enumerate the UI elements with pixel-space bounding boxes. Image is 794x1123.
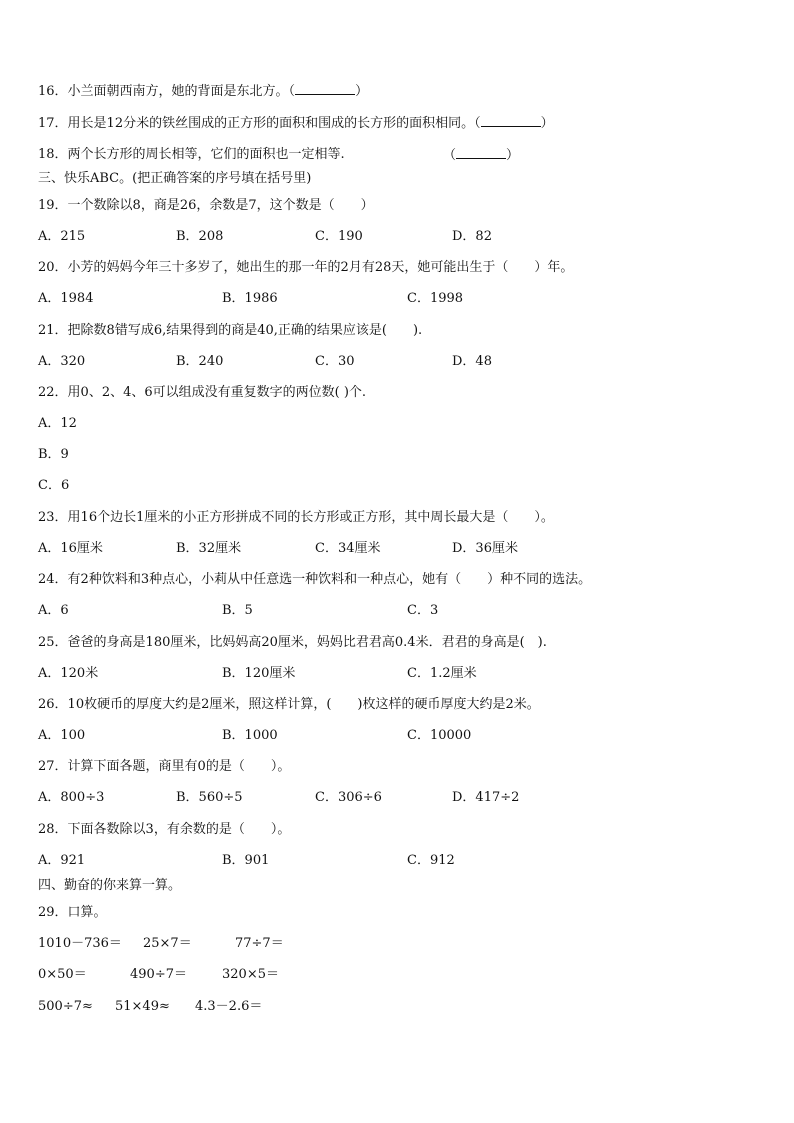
question-text: 小芳的妈妈今年三十多岁了，她出生的那一年的2月有28天，她可能出生于（ ）年。: [67, 260, 574, 275]
option-a[interactable]: A．800÷3: [38, 790, 105, 805]
question-text: 计算下面各题，商里有0的是（ ）。: [67, 759, 291, 774]
question-21: [38, 322, 422, 340]
option-d[interactable]: D．36厘米: [452, 541, 518, 556]
question-text: 口算。: [67, 905, 107, 920]
answer-blank[interactable]: [295, 82, 355, 95]
option-b[interactable]: B．9: [38, 447, 69, 462]
question-26: [38, 696, 540, 714]
option-c[interactable]: C．3: [407, 603, 439, 618]
oral-calc-item: 500÷7≈: [38, 999, 93, 1014]
oral-calc-item: 490÷7＝: [130, 967, 187, 982]
option-b[interactable]: B．240: [176, 354, 224, 369]
question-text: 用0、2、4、6可以组成没有重复数字的两位数( )个.: [67, 385, 367, 400]
question-text: 两个长方形的周长相等，它们的面积也一定相等.: [67, 147, 345, 162]
question-number: 22．: [38, 385, 68, 400]
oral-calc-item: 0×50＝: [38, 967, 87, 982]
question-17: 17．用长是12分米的铁丝围成的正方形的面积和围成的长方形的面积相同。（ ）: [38, 116, 554, 131]
question-number: 18．: [38, 147, 68, 162]
option-b[interactable]: B．5: [222, 603, 253, 618]
option-a[interactable]: A．12: [38, 416, 77, 431]
option-c[interactable]: C．912: [407, 853, 455, 868]
option-c[interactable]: C．1998: [407, 291, 464, 306]
option-c[interactable]: C．10000: [407, 728, 472, 743]
question-text: 下面各数除以3，有余数的是（ ）。: [67, 822, 291, 837]
question-number: 29．: [38, 905, 68, 920]
option-c[interactable]: C．1.2厘米: [407, 666, 477, 681]
option-c[interactable]: C．30: [315, 354, 355, 369]
answer-blank[interactable]: [481, 114, 541, 127]
question-number: 24．: [38, 572, 68, 587]
question-number: 21．: [38, 323, 68, 338]
option-b[interactable]: B．901: [222, 853, 270, 868]
oral-calc-item: 51×49≈: [115, 999, 170, 1014]
question-number: 26．: [38, 697, 68, 712]
option-c[interactable]: C．190: [315, 229, 363, 244]
question-number: 27．: [38, 759, 68, 774]
option-a[interactable]: A．320: [38, 354, 86, 369]
option-a[interactable]: A．215: [38, 229, 86, 244]
option-c[interactable]: C．306÷6: [315, 790, 382, 805]
question-number: 19．: [38, 198, 68, 213]
option-d[interactable]: D．48: [452, 354, 492, 369]
question-number: 25．: [38, 635, 68, 650]
option-a[interactable]: A．100: [38, 728, 86, 743]
question-28: [38, 821, 290, 839]
question-text: 小兰面朝西南方，她的背面是东北方。（: [67, 84, 296, 99]
section-heading-4: 四、勤奋的你来算一算。: [38, 878, 182, 893]
option-a[interactable]: A．921: [38, 853, 86, 868]
question-20: [38, 259, 573, 277]
option-b[interactable]: B．32厘米: [176, 541, 242, 556]
question-number: 20．: [38, 260, 68, 275]
question-22: [38, 384, 366, 402]
question-27: [38, 758, 290, 776]
option-b[interactable]: B．208: [176, 229, 224, 244]
oral-calc-item: 4.3－2.6＝: [195, 999, 263, 1014]
option-b[interactable]: B．120厘米: [222, 666, 296, 681]
oral-calc-item: 77÷7＝: [235, 936, 284, 951]
option-a[interactable]: A．1984: [38, 291, 94, 306]
option-a[interactable]: A．120米: [38, 666, 99, 681]
question-text: 把除数8错写成6,结果得到的商是40,正确的结果应该是( ).: [67, 323, 423, 338]
question-text: 爸爸的身高是180厘米，比妈妈高20厘米，妈妈比君君高0.4米．君君的身高是( ).: [67, 635, 547, 650]
question-23: [38, 509, 554, 527]
option-b[interactable]: B．1986: [222, 291, 278, 306]
question-text: 用长是12分米的铁丝围成的正方形的面积和围成的长方形的面积相同。（: [67, 116, 481, 131]
question-24: [38, 571, 591, 589]
question-text: 有2种饮料和3种点心，小莉从中任意选一种饮料和一种点心，她有（ ）种不同的选法。: [67, 572, 592, 587]
question-text: 10枚硬币的厚度大约是2厘米，照这样计算，( )枚这样的硬币厚度大约是2米。: [67, 697, 540, 712]
option-a[interactable]: A．16厘米: [38, 541, 103, 556]
option-b[interactable]: B．560÷5: [176, 790, 243, 805]
question-19: [38, 197, 374, 215]
option-d[interactable]: D．417÷2: [452, 790, 520, 805]
option-b[interactable]: B．1000: [222, 728, 278, 743]
question-text: 一个数除以8，商是26，余数是7，这个数是（ ）: [67, 198, 374, 213]
question-number: 23．: [38, 510, 68, 525]
question-25: [38, 634, 547, 652]
question-number: 16．: [38, 84, 68, 99]
question-number: 28．: [38, 822, 68, 837]
answer-blank[interactable]: [456, 146, 506, 159]
option-c[interactable]: C．6: [38, 478, 70, 493]
oral-calc-item: 1010－736＝: [38, 936, 122, 951]
oral-calc-item: 25×7＝: [143, 936, 192, 951]
question-29: [38, 904, 107, 922]
question-16: 16．小兰面朝西南方，她的背面是东北方。（ ）: [38, 84, 369, 99]
question-number: 17．: [38, 116, 68, 131]
question-text: 用16个边长1厘米的小正方形拼成不同的长方形或正方形，其中周长最大是（ ）。: [67, 510, 554, 525]
oral-calc-item: 320×5＝: [222, 967, 279, 982]
section-heading-3: 三、快乐ABC。(把正确答案的序号填在括号里): [38, 171, 312, 186]
option-c[interactable]: C．34厘米: [315, 541, 381, 556]
option-a[interactable]: A．6: [38, 603, 69, 618]
question-18: [38, 146, 345, 164]
option-d[interactable]: D．82: [452, 229, 492, 244]
question-18-answer: （ ）: [443, 148, 520, 163]
